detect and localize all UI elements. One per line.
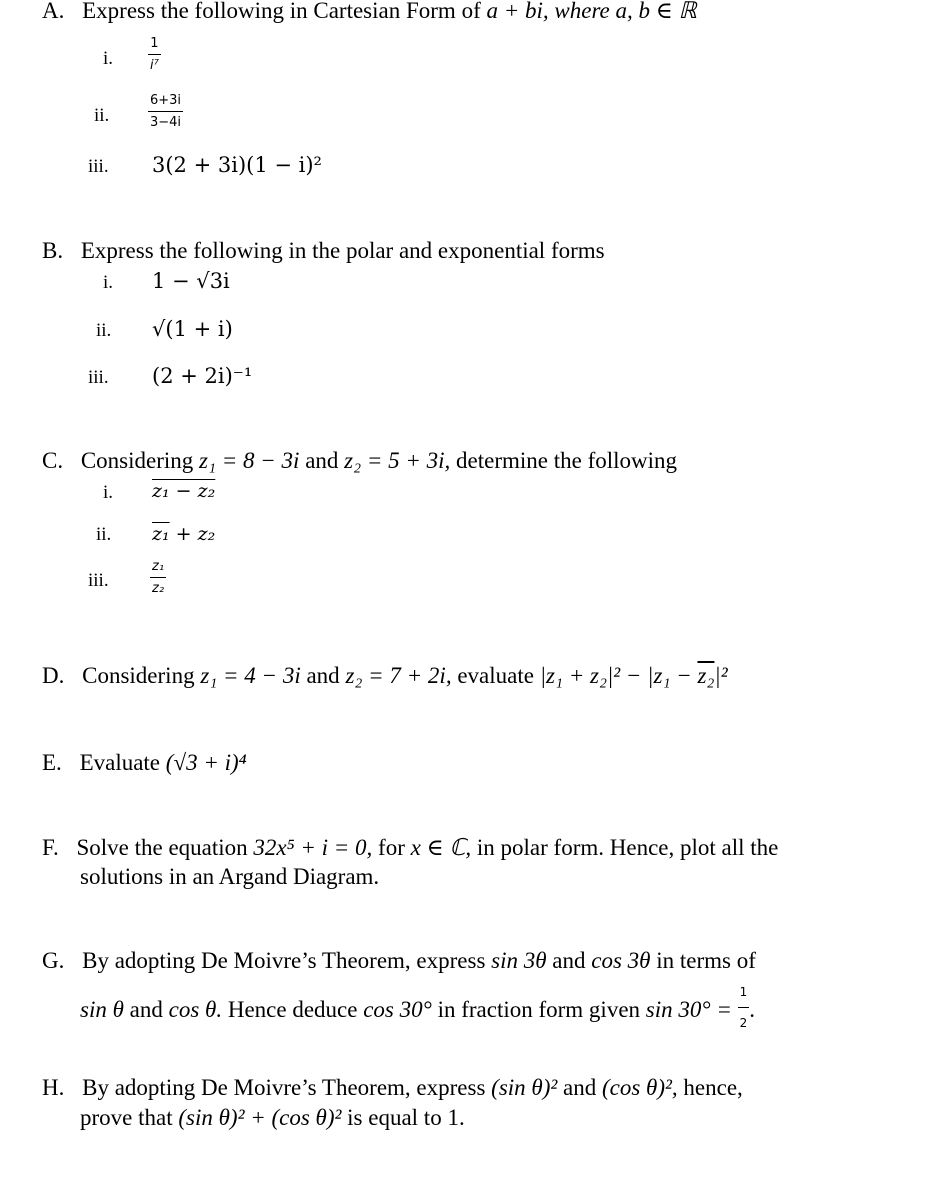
section-c-pre: Considering (80, 448, 194, 473)
section-d-pre: Considering (82, 663, 195, 688)
section-d-expr (540, 663, 728, 688)
section-c-post: determine the following (456, 448, 678, 473)
b-i-num: i. (103, 272, 114, 293)
section-f-line2: solutions in an Argand Diagram. (80, 864, 380, 889)
section-e-heading (42, 749, 247, 777)
section-g-sin30: sin 30° = (645, 996, 732, 1022)
section-e-letter: E. (42, 750, 62, 775)
section-b-text: Express the following in the polar and exponential forms (80, 238, 605, 263)
c-ii-num: ii. (96, 524, 112, 545)
section-f-mid: for (378, 835, 405, 860)
section-g-letter: G. (42, 948, 65, 973)
section-d-z2: z₂ = 7 + 2i, (345, 663, 452, 688)
section-d-z1: z₁ = 4 − 3i (200, 663, 301, 688)
section-g-line2 (80, 982, 755, 1041)
section-d-expr-bar: z₂ (697, 663, 715, 688)
section-b-heading (42, 237, 605, 265)
section-g-post2: in fraction form given (437, 996, 641, 1022)
section-a-letter: A. (42, 0, 65, 23)
section-g-frac-num: 1 (739, 985, 748, 999)
b-i-expr: 1 − √3i (152, 269, 230, 293)
section-d-mid: evaluate (457, 663, 534, 688)
section-f-post: in polar form. Hence, plot all the (476, 835, 779, 860)
section-b-letter: B. (42, 238, 64, 263)
c-iii-num: iii. (88, 570, 109, 591)
section-c-letter: C. (42, 448, 64, 473)
section-g-mid: Hence deduce (227, 996, 358, 1022)
a-iii-num: iii. (88, 156, 109, 177)
section-g-sin3: sin 3θ (491, 948, 547, 973)
section-f-math: 32x⁵ + i = 0, (253, 835, 373, 860)
section-h-post1: hence, (683, 1075, 743, 1100)
section-d-and: and (306, 663, 340, 688)
section-h-line1 (42, 1074, 743, 1102)
a-ii-denominator: 3−4i (148, 111, 183, 130)
section-h-sin2: (sin θ)² (491, 1075, 558, 1100)
c-i-num: i. (103, 482, 114, 503)
a-i-denominator: i⁷ (148, 54, 161, 73)
section-g-frac-den: 2 (738, 1007, 750, 1037)
section-g-and1: and (552, 948, 586, 973)
a-i-num: i. (103, 48, 114, 69)
section-g-cos: cos θ. (168, 996, 223, 1022)
a-ii-num: ii. (94, 105, 110, 126)
section-g-cos3: cos 3θ (591, 948, 651, 973)
section-h-post2: is equal to 1. (347, 1105, 465, 1130)
c-i-expr: z₁ − z₂ (152, 480, 216, 502)
section-d-expr-a: |z₁ + z₂|² − |z₁ − (539, 663, 698, 688)
section-d-letter: D. (42, 663, 65, 688)
c-iii-fraction (150, 559, 166, 596)
section-g-end: . (749, 996, 755, 1022)
b-ii-expr: √(1 + i) (152, 317, 233, 341)
section-e-text: Evaluate (79, 750, 161, 775)
section-a-text: Express the following in Cartesian Form of (82, 0, 481, 23)
section-g-pre: By adopting De Moivre’s Theorem, express (82, 948, 486, 973)
section-g-post1: in terms of (656, 948, 756, 973)
section-d-expr-b: |² (714, 663, 728, 688)
section-h-cos2: (cos θ)², (601, 1075, 678, 1100)
section-h-and: and (563, 1075, 597, 1100)
c-ii-rest: + z₂ (169, 523, 216, 545)
a-ii-numerator: 6+3i (150, 93, 182, 108)
section-g-frac (738, 978, 750, 1037)
section-g-sin: sin θ (80, 996, 124, 1022)
b-iii-num: iii. (88, 367, 109, 388)
c-ii-expr (152, 523, 215, 545)
section-f-pre: Solve the equation (76, 835, 248, 860)
section-h-letter: H. (42, 1075, 65, 1100)
section-h-pre2: prove that (80, 1105, 173, 1130)
section-a-heading (42, 0, 697, 25)
c-iii-numerator: z₁ (152, 559, 165, 574)
section-g-and2: and (129, 996, 163, 1022)
a-i-fraction (148, 36, 161, 73)
section-g-line1 (42, 947, 756, 975)
c-ii-bar: z₁ (152, 523, 170, 545)
a-ii-fraction (148, 93, 183, 130)
section-g-cos30: cos 30° (363, 996, 432, 1022)
section-f-line1 (42, 834, 778, 862)
section-c-and: and (305, 448, 339, 473)
a-i-numerator: 1 (150, 36, 159, 51)
c-iii-denominator: z₂ (150, 577, 166, 596)
section-h-identity: (sin θ)² + (cos θ)² (178, 1105, 342, 1130)
section-h-pre: By adopting De Moivre’s Theorem, express (82, 1075, 486, 1100)
b-ii-num: ii. (96, 320, 112, 341)
section-e-expr: (√3 + i)⁴ (165, 750, 247, 775)
section-a-math: a + bi, where a, b ∈ ℝ (486, 0, 697, 23)
section-f-math2: x ∈ ℂ, (410, 835, 472, 860)
b-iii-expr: (2 + 2i)⁻¹ (152, 364, 253, 388)
a-iii-expr: 3(2 + 3i)(1 − i)² (152, 153, 322, 177)
section-d-heading (42, 662, 728, 690)
section-c-z1: z₁ = 8 − 3i (199, 448, 300, 473)
section-c-heading (42, 447, 677, 475)
section-h-line2 (80, 1104, 465, 1132)
section-c-z2: z₂ = 5 + 3i, (344, 448, 451, 473)
section-f-letter: F. (42, 835, 59, 860)
